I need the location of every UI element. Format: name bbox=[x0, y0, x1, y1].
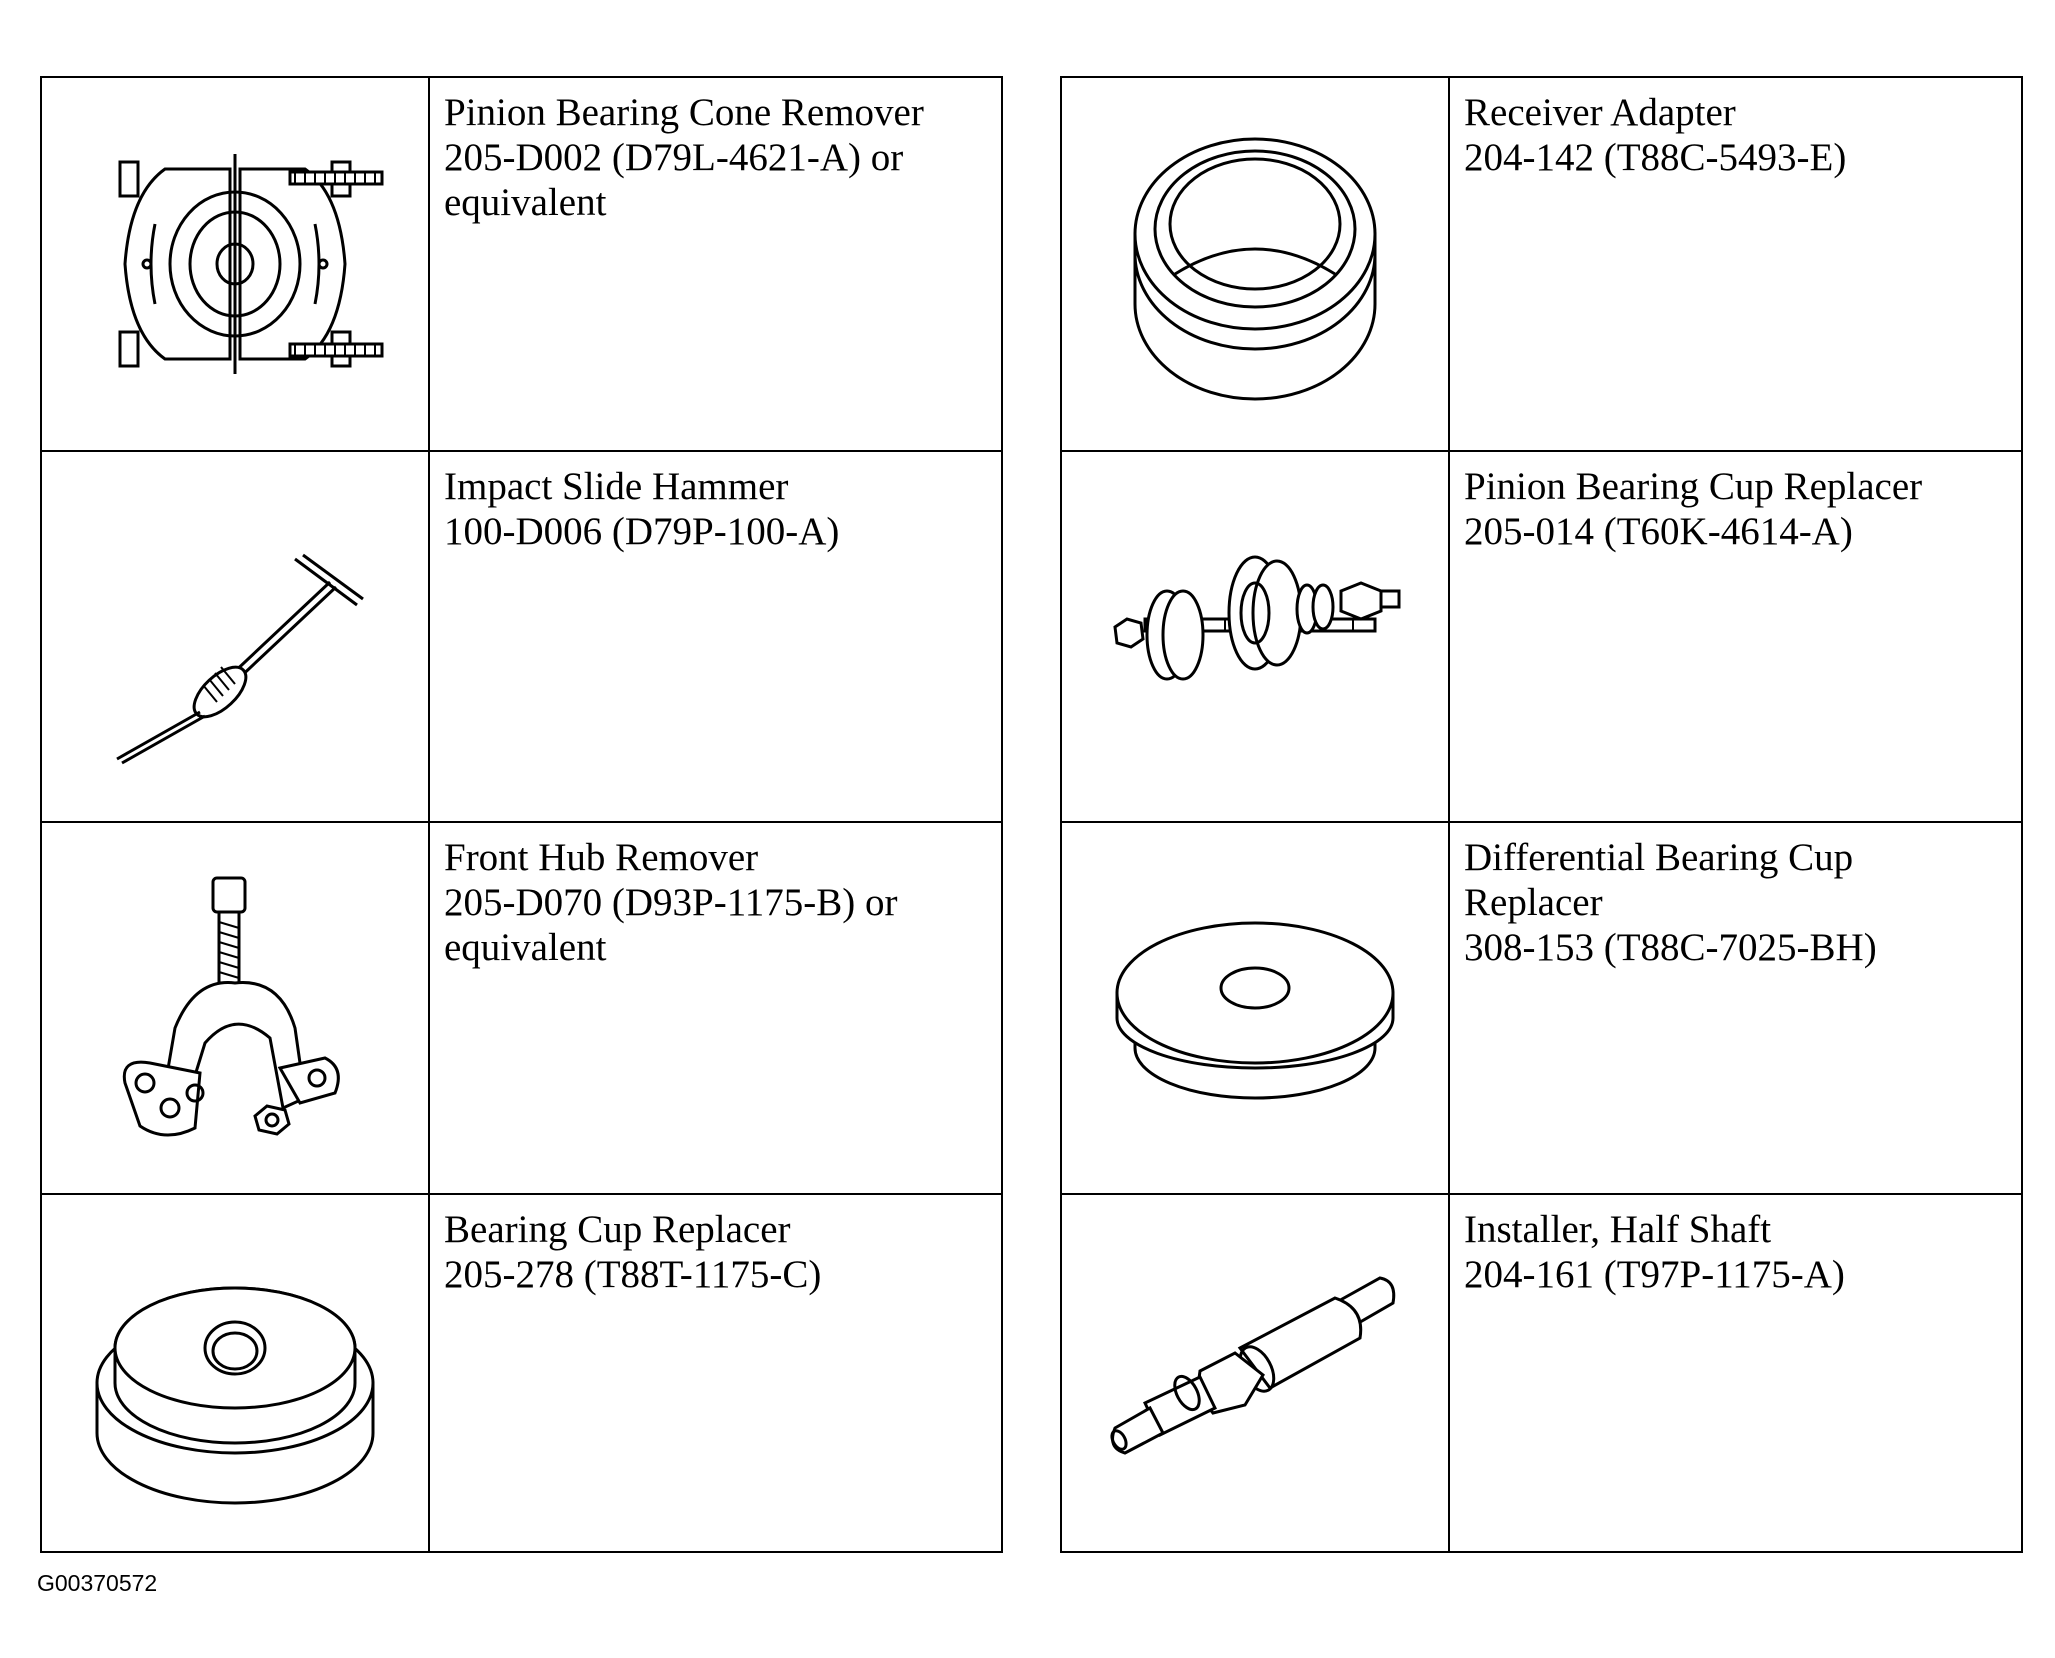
tool-image-cell bbox=[41, 77, 429, 451]
table-row bbox=[41, 1194, 1002, 1552]
tool-name: Installer, Half Shaft bbox=[1464, 1208, 1772, 1251]
tool-name: Front Hub Remover bbox=[444, 836, 759, 879]
tool-part-number: 100-D006 (D79P-100-A) bbox=[444, 510, 840, 553]
receiver-adapter-icon bbox=[1115, 114, 1395, 414]
table-row bbox=[1061, 77, 2022, 451]
tool-name: Receiver Adapter bbox=[1464, 91, 1736, 134]
table-row bbox=[1061, 1194, 2022, 1552]
tool-image-cell bbox=[1061, 451, 1449, 822]
hub-puller-icon bbox=[105, 858, 365, 1158]
tool-part-note: equivalent bbox=[444, 181, 607, 224]
tool-part-number: 205-278 (T88T-1175-C) bbox=[444, 1253, 822, 1296]
tool-description-cell bbox=[1449, 451, 2022, 822]
tool-image-cell bbox=[1061, 822, 1449, 1194]
tool-part-note: equivalent bbox=[444, 926, 607, 969]
tool-name: Pinion Bearing Cone Remover bbox=[444, 91, 924, 134]
cup-replacer-assembly-icon bbox=[1105, 547, 1405, 727]
tool-name-continued: Replacer bbox=[1464, 881, 1603, 924]
tool-part-number: 308-153 (T88C-7025-BH) bbox=[1464, 926, 1877, 969]
tool-description-cell bbox=[1449, 1194, 2022, 1552]
tool-part-number: 205-014 (T60K-4614-A) bbox=[1464, 510, 1853, 553]
tool-name: Impact Slide Hammer bbox=[444, 465, 789, 508]
tool-description-cell bbox=[1449, 77, 2022, 451]
tool-part-number: 205-D070 (D93P-1175-B) or bbox=[444, 881, 898, 924]
tool-part-number: 204-161 (T97P-1175-A) bbox=[1464, 1253, 1845, 1296]
table-row bbox=[41, 451, 1002, 822]
tool-image-cell bbox=[41, 1194, 429, 1552]
tool-name: Differential Bearing Cup bbox=[1464, 836, 1854, 879]
tool-description-cell bbox=[429, 77, 1002, 451]
bearing-cup-disc-icon bbox=[1105, 908, 1405, 1108]
tool-table-right bbox=[1060, 76, 2023, 1553]
tool-name: Pinion Bearing Cup Replacer bbox=[1464, 465, 1923, 508]
tool-part-number: 205-D002 (D79L-4621-A) or bbox=[444, 136, 904, 179]
slide-hammer-icon bbox=[95, 507, 375, 767]
tool-image-cell bbox=[1061, 77, 1449, 451]
tool-image-cell bbox=[41, 451, 429, 822]
figure-id: G00370572 bbox=[37, 1570, 158, 1596]
gear-puller-icon bbox=[85, 134, 385, 394]
tool-name: Bearing Cup Replacer bbox=[444, 1208, 791, 1251]
table-row bbox=[41, 77, 1002, 451]
tool-description-cell bbox=[429, 822, 1002, 1194]
tool-image-cell bbox=[1061, 1194, 1449, 1552]
table-row bbox=[1061, 822, 2022, 1194]
tool-description-cell bbox=[1449, 822, 2022, 1194]
cup-replacer-icon bbox=[85, 1233, 385, 1513]
table-row bbox=[1061, 451, 2022, 822]
tool-description-cell bbox=[429, 1194, 1002, 1552]
tool-part-number: 204-142 (T88C-5493-E) bbox=[1464, 136, 1847, 179]
tool-description-cell bbox=[429, 451, 1002, 822]
half-shaft-installer-icon bbox=[1105, 1263, 1405, 1483]
tool-table-left bbox=[40, 76, 1003, 1553]
tool-image-cell bbox=[41, 822, 429, 1194]
table-row bbox=[41, 822, 1002, 1194]
